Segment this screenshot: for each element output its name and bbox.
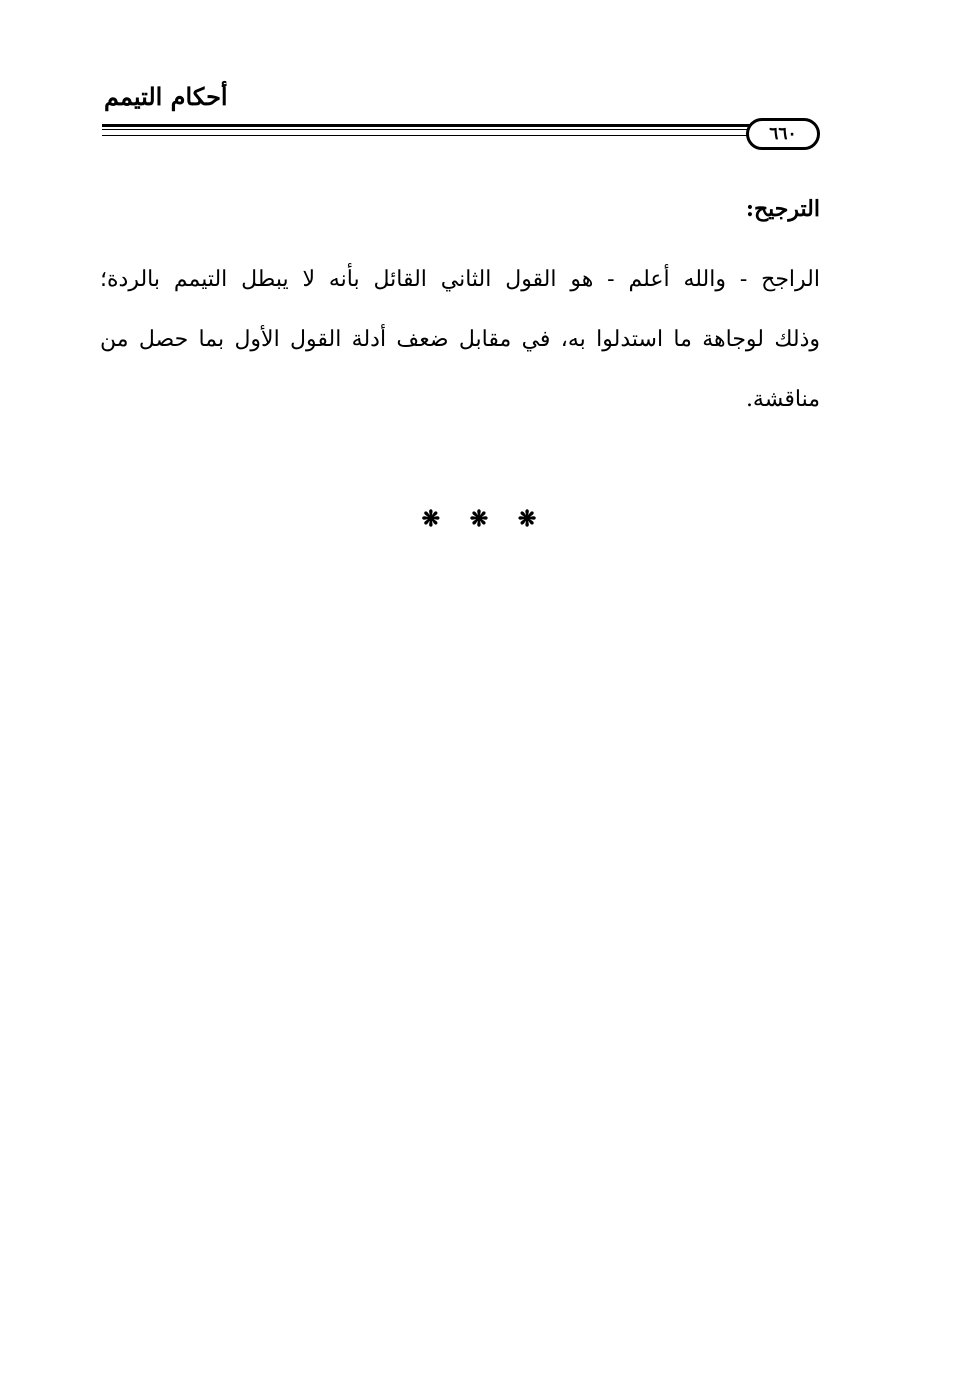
paragraph-line-2: وذلك لوجاهة ما استدلوا به، في مقابل ضعف أدلة القول الأول بما حصل من (100, 327, 820, 352)
header-rule-top (102, 124, 752, 130)
body-paragraph (100, 250, 820, 430)
section-heading: الترجيح: (745, 196, 820, 222)
header-rule-bottom (102, 135, 752, 136)
section-separator (0, 506, 958, 532)
separator-star-icon: ❋ (469, 506, 489, 532)
separator-star-icon: ❋ (517, 506, 537, 532)
paragraph-line-1: الراجح - والله أعلم - هو القول الثاني القائل بأنه لا يبطل التيمم بالردة؛ (100, 267, 820, 292)
page-number-badge (746, 118, 820, 150)
running-title: أحكام التيمم (104, 82, 228, 111)
page-number: ٦٦٠ (769, 124, 797, 144)
separator-star-icon: ❋ (421, 506, 441, 532)
paragraph-line-3: مناقشة. (745, 387, 820, 412)
